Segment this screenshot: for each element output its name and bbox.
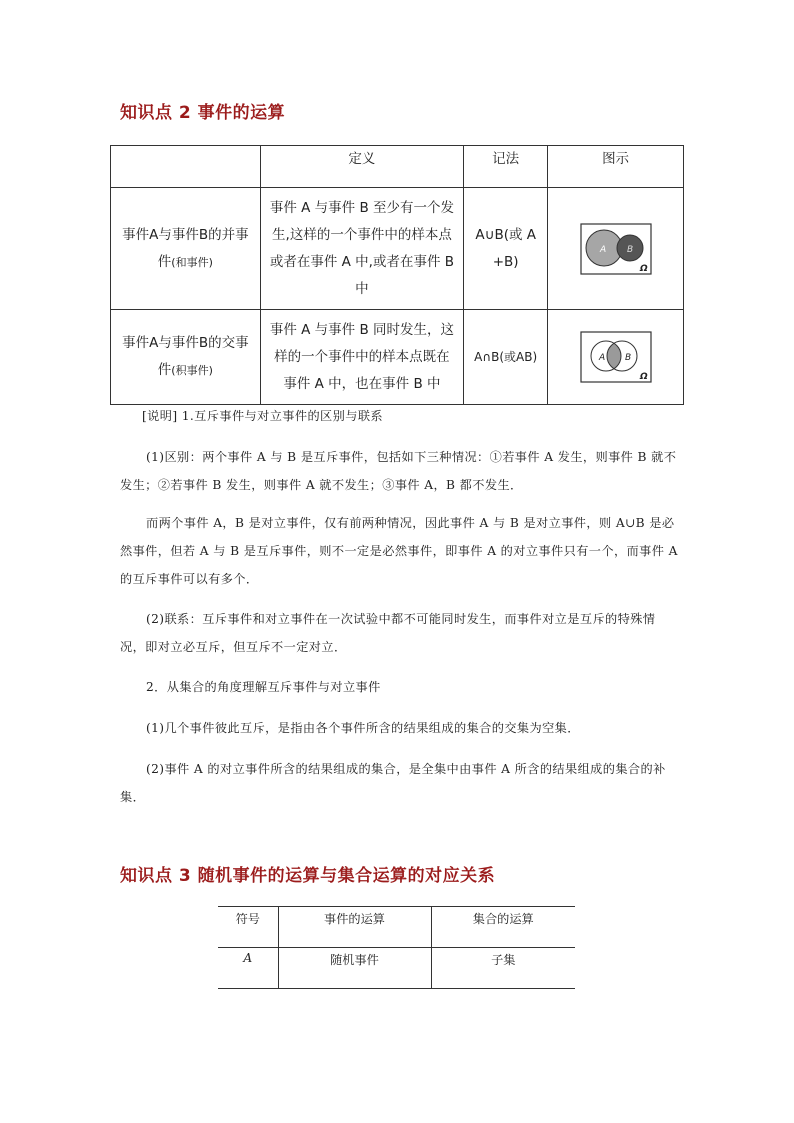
intersection-event-name xyxy=(111,310,261,405)
definition-line: 或者在事件 A 中,或者在事件 B xyxy=(269,253,455,270)
union-definition xyxy=(260,188,464,310)
cell-event-operation: 随机事件 xyxy=(278,948,431,989)
name-line: 件(和事件) xyxy=(157,253,213,270)
cell-set-operation: 子集 xyxy=(431,948,575,989)
notes-para-3: (2)联系：互斥事件和对立事件在一次试验中都不可能同时发生，而事件对立是互斥的特殊情况，即对立必互斥，但互斥不一定对立． xyxy=(120,612,656,654)
definition-line: 中 xyxy=(355,280,369,297)
header-cell xyxy=(111,146,261,188)
set-a-label: A xyxy=(598,353,605,363)
set-a-label: A xyxy=(599,244,606,255)
cell-symbol: A xyxy=(218,948,278,989)
definition-line: 事件 A 中，也在事件 B 中 xyxy=(283,375,441,392)
omega-label: Ω xyxy=(639,372,648,382)
header-cell-diagram: 图示 xyxy=(548,146,684,188)
section-3-heading: 知识点 3 随机事件的运算与集合运算的对应关系 xyxy=(120,866,496,886)
table-header-row xyxy=(218,907,575,948)
union-event-name xyxy=(111,188,261,310)
definition-line: 生,这样的一个事件中的样本点 xyxy=(272,226,452,243)
notation-line: A∪B(或 A xyxy=(475,226,536,243)
table-row-intersection xyxy=(111,310,684,405)
set-b-label: B xyxy=(624,353,631,363)
event-operations-table xyxy=(110,145,684,405)
name-note: (和事件) xyxy=(171,255,213,269)
definition-line: 样的一个事件中的样本点既在 xyxy=(274,348,450,365)
union-venn-diagram xyxy=(580,223,652,275)
union-notation xyxy=(464,188,548,310)
header-cell-symbol: 符号 xyxy=(218,907,278,948)
name-note: (积事件) xyxy=(171,364,213,377)
definition-line: 事件 A 与事件 B 同时发生，这 xyxy=(269,321,455,338)
name-line: 事件A与事件B的并事 xyxy=(122,226,249,243)
notes-para-4: 2．从集合的角度理解互斥事件与对立事件 xyxy=(146,680,381,694)
header-cell-set-operation: 集合的运算 xyxy=(431,907,575,948)
table-row-union xyxy=(111,188,684,310)
intersection-diagram-cell xyxy=(548,310,684,405)
notes-para-2: 而两个事件 A，B 是对立事件，仅有前两种情况，因此事件 A 与 B 是对立事件，则 A∪B 是必然事件，但若 A 与 B 是互斥事件，则不一定是必然事件，即事件 A 的对立事件只有一个，而事件 A 的互斥事件可以有多个． xyxy=(120,516,678,586)
section-2-heading: 知识点 2 事件的运算 xyxy=(120,103,286,123)
set-b-label: B xyxy=(626,244,633,255)
notation-line: +B) xyxy=(492,253,519,270)
omega-label: Ω xyxy=(639,263,648,274)
name-line: 事件A与事件B的交事 xyxy=(122,335,249,351)
notes-line-1: [说明] 1.互斥事件与对立事件的区别与联系 xyxy=(142,409,383,423)
header-cell-notation: 记法 xyxy=(464,146,548,188)
header-cell-definition: 定义 xyxy=(260,146,464,188)
notes-para-1: (1)区别：两个事件 A 与 B 是互斥事件，包括如下三种情况：①若事件 A 发生，则事件 B 就不发生；②若事件 B 发生，则事件 A 就不发生；③事件 A，B 都不发生． xyxy=(120,450,677,492)
header-cell-event-operation: 事件的运算 xyxy=(278,907,431,948)
table-row xyxy=(218,948,575,989)
intersection-definition xyxy=(260,310,464,405)
correspondence-table xyxy=(218,906,575,989)
union-diagram-cell xyxy=(548,188,684,310)
notes-para-5: (1)几个事件彼此互斥，是指由各个事件所含的结果组成的集合的交集为空集． xyxy=(146,721,580,735)
intersection-notation xyxy=(464,310,548,405)
notes-para-6: (2)事件 A 的对立事件所含的结果组成的集合，是全集中由事件 A 所含的结果组成的集合的补集． xyxy=(120,762,666,804)
name-line: 件(积事件) xyxy=(157,362,213,378)
intersection-venn-diagram xyxy=(580,331,652,383)
notation-line: A∩B(或AB) xyxy=(474,349,538,364)
table-header-row xyxy=(111,146,684,188)
definition-line: 事件 A 与事件 B 至少有一个发 xyxy=(269,199,455,216)
